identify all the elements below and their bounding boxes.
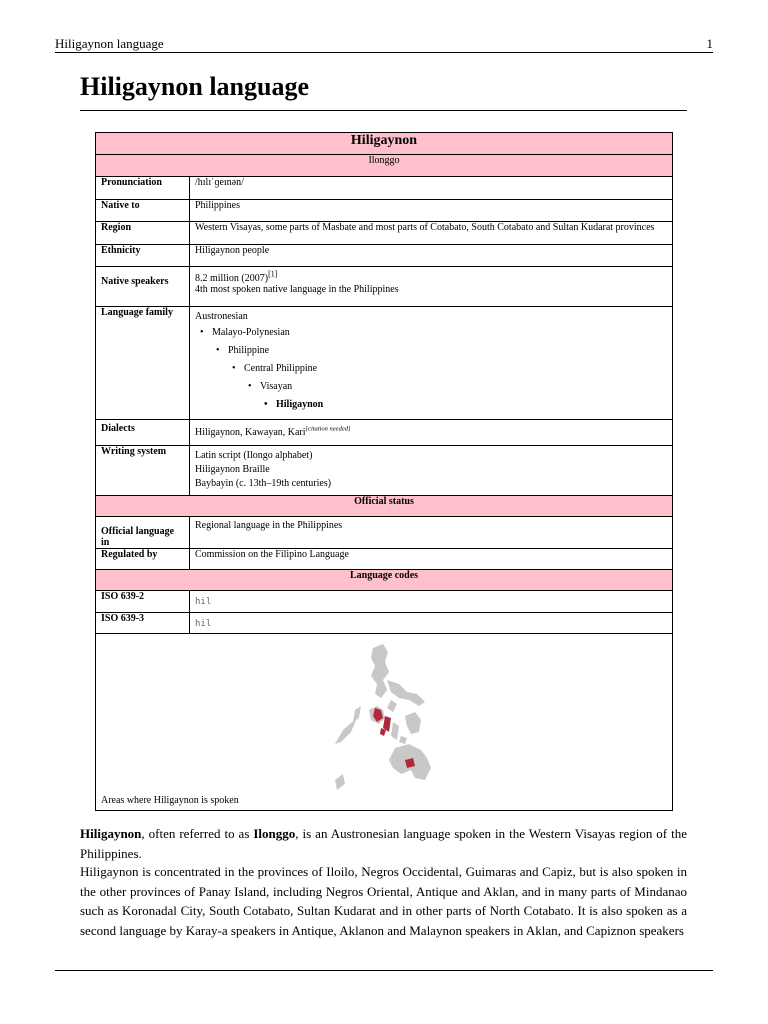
infobox xyxy=(95,132,673,811)
label-iso-639-2: ISO 639-2 xyxy=(96,591,190,613)
label-native-to: Native to xyxy=(96,200,190,222)
row-iso-639-2 xyxy=(96,591,673,613)
philippines-map-image[interactable] xyxy=(331,640,441,796)
row-dialects xyxy=(96,420,673,446)
value-iso-639-2[interactable]: hil xyxy=(190,591,673,613)
speaker-note: 4th most spoken native language in the Philippines xyxy=(195,284,399,295)
label-iso-639-3: ISO 639-3 xyxy=(96,613,190,634)
intro-text: , often referred to as xyxy=(141,826,254,841)
label-regulated-by: Regulated by xyxy=(96,549,190,570)
label-region: Region xyxy=(96,222,190,245)
intro-text-rest: , is an Austronesian language spoken in the Western Visayas region of the Philippines. xyxy=(80,826,687,861)
row-language-family xyxy=(96,307,673,420)
footer-divider xyxy=(55,970,713,971)
family-node: • Philippine xyxy=(228,342,667,360)
speaker-ref[interactable]: [1] xyxy=(268,269,278,279)
title-divider xyxy=(80,110,687,111)
value-native-to: Philippines xyxy=(190,200,673,222)
row-region xyxy=(96,222,673,245)
row-native-speakers xyxy=(96,267,673,307)
row-regulated-by xyxy=(96,549,673,570)
language-codes-header: Language codes xyxy=(96,570,673,591)
infobox-title: Hiligaynon xyxy=(96,133,673,155)
family-leaf: • Hiligaynon xyxy=(276,396,667,414)
value-writing-system xyxy=(190,446,673,496)
label-dialects: Dialects xyxy=(96,420,190,446)
script-item: Latin script (Ilongo alphabet) xyxy=(195,450,313,461)
page-title: Hiligaynon language xyxy=(80,72,309,101)
infobox-native-name: Ilonggo xyxy=(96,155,673,177)
map-caption: Areas where Hiligaynon is spoken xyxy=(101,795,239,806)
map-land xyxy=(335,644,431,790)
family-node: • Central Philippine xyxy=(244,360,667,378)
value-regulated-by: Commission on the Filipino Language xyxy=(190,549,673,570)
dialects-list: Hiligaynon, Kawayan, Kari xyxy=(195,427,306,438)
row-iso-639-3 xyxy=(96,613,673,634)
value-ethnicity: Hiligaynon people xyxy=(190,245,673,267)
label-writing-system: Writing system xyxy=(96,446,190,496)
term-hiligaynon: Hiligaynon xyxy=(80,826,142,841)
row-writing-system xyxy=(96,446,673,496)
label-ethnicity: Ethnicity xyxy=(96,245,190,267)
value-pronunciation: /hɪlɪˈɡeɪnən/ xyxy=(190,177,673,200)
row-ethnicity xyxy=(96,245,673,267)
value-iso-639-3[interactable]: hil xyxy=(190,613,673,634)
value-native-speakers xyxy=(190,267,673,307)
value-official-language: Regional language in the Philippines xyxy=(190,517,673,549)
family-node: • Visayan xyxy=(260,378,667,396)
script-item: Baybayin (c. 13th–19th centuries) xyxy=(195,478,332,489)
official-status-header: Official status xyxy=(96,496,673,517)
row-pronunciation xyxy=(96,177,673,200)
value-dialects xyxy=(190,420,673,446)
term-ilonggo: Ilonggo xyxy=(253,826,296,841)
label-pronunciation: Pronunciation xyxy=(96,177,190,200)
speaker-count: 8.2 million (2007) xyxy=(195,273,269,284)
running-title: Hiligaynon language xyxy=(55,36,164,51)
map-cell xyxy=(96,634,673,811)
label-native-speakers: Native speakers xyxy=(96,267,190,307)
row-official-language xyxy=(96,517,673,549)
label-official-language: Official language in xyxy=(96,517,190,549)
distribution-paragraph: Hiligaynon is concentrated in the provinces of Iloilo, Negros Occidental, Guimaras and Capiz, but is also spoken in the other provinces of Panay Island, including Negros Oriental, Antique and Aklan, and in many parts of Mindanao such as Koronadal City, South Cotabato, Sultan Kudarat and in other parts of North Cotabato. It is also spoken as a second language by Karay-a speakers in Antique, Aklanon and Malaynon speakers in Aklan, and Capiznon speakers xyxy=(80,864,687,938)
page-number: 1 xyxy=(706,36,713,51)
value-region: Western Visayas, some parts of Masbate and most parts of Cotabato, South Cotabato and Sultan Kudarat provinces xyxy=(190,222,673,245)
script-item: Hiligaynon Braille xyxy=(195,464,270,475)
running-header xyxy=(55,30,713,53)
family-node: • Malayo-Polynesian xyxy=(212,324,667,342)
row-native-to xyxy=(96,200,673,222)
intro-paragraph xyxy=(80,824,687,863)
value-language-family xyxy=(190,307,673,420)
family-root: Austronesian xyxy=(195,311,248,322)
label-language-family: Language family xyxy=(96,307,190,420)
citation-needed[interactable]: [citation needed] xyxy=(305,425,351,433)
